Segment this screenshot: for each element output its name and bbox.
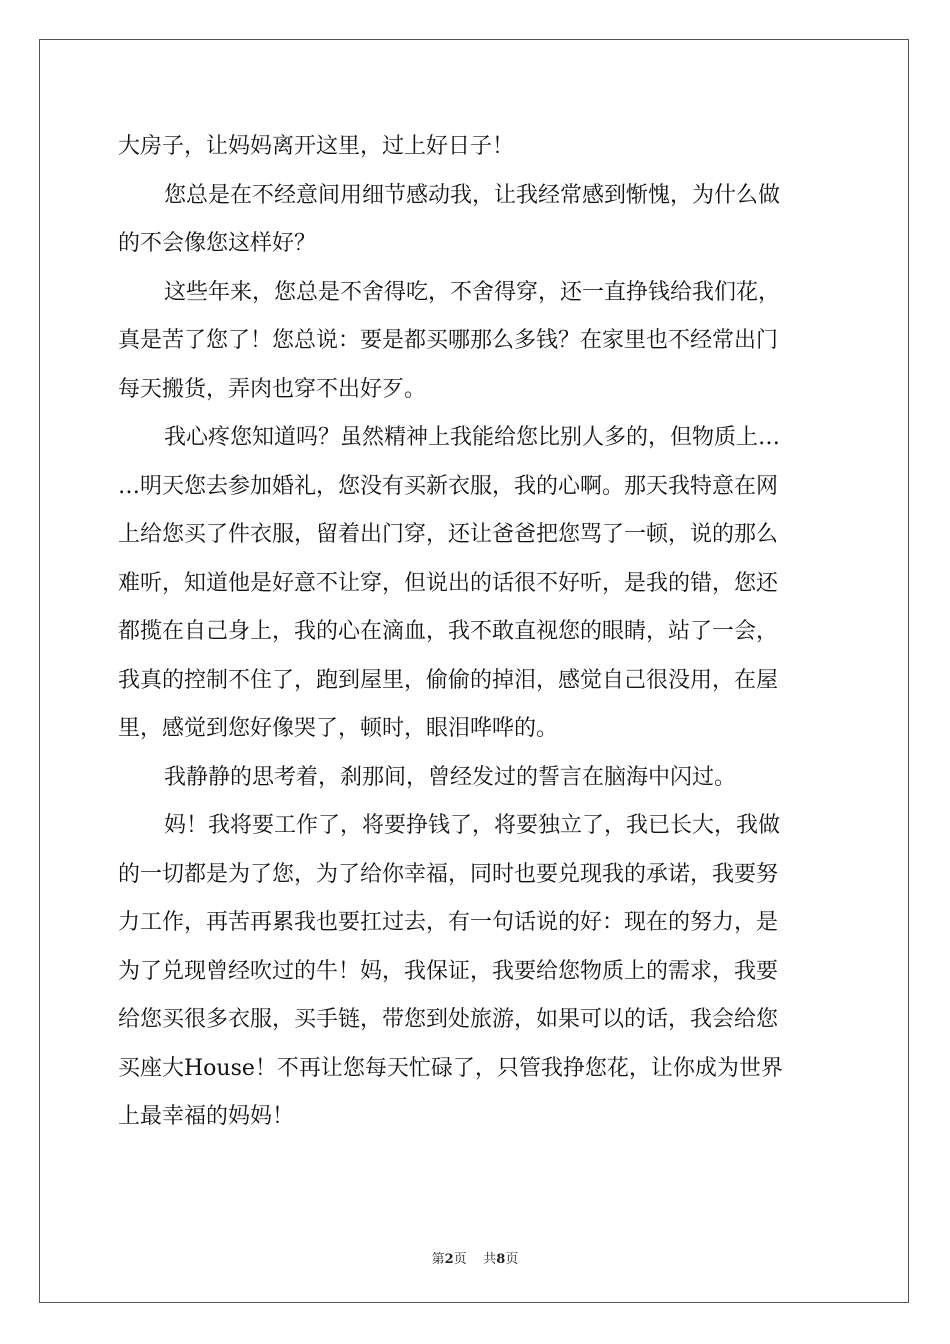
text-line: 大房子，让妈妈离开这里，过上好日子！: [118, 134, 515, 159]
text-line: 买座大House！不再让您每天忙碌了，只管我挣您花，让你成为世界: [118, 1055, 783, 1081]
text-line: 为了兑现曾经吹过的牛！妈，我保证，我要给您物质上的需求，我要: [118, 958, 779, 984]
document-body: [118, 127, 834, 1146]
text-line: 上最幸福的妈妈！: [118, 1104, 295, 1129]
total-pages-prefix: 共: [483, 1252, 497, 1267]
text-line: 我真的控制不住了，跑到屋里，偷偷的掉泪，感觉自己很没用，在屋: [118, 667, 779, 693]
text-line: …明天您去参加婚礼，您没有买新衣服，我的心啊。那天我特意在网: [118, 473, 779, 499]
text-line: 给您买很多衣服，买手链，带您到处旅游，如果可以的话，我会给您: [118, 1007, 779, 1032]
total-pages: 8: [496, 1252, 506, 1267]
total-pages-suffix: 页: [505, 1252, 519, 1267]
page-number-suffix: 页: [453, 1252, 467, 1267]
text-line: 我心疼您知道吗？虽然精神上我能给您比别人多的，但物质上…: [164, 425, 781, 450]
page-footer: [0, 1248, 950, 1267]
text-line: 每天搬货，弄肉也穿不出好歹。: [118, 376, 427, 402]
text-line: 力工作，再苦再累我也要扛过去，有一句话说的好：现在的努力，是: [118, 910, 779, 935]
text-line: 上给您买了件衣服，留着出门穿，还让爸爸把您骂了一顿，说的那么: [118, 522, 779, 547]
text-line: 您总是在不经意间用细节感动我，让我经常感到惭愧，为什么做: [164, 182, 781, 208]
page-number-prefix: 第: [431, 1252, 445, 1267]
page-number: 2: [444, 1252, 454, 1267]
text-line: 难听，知道他是好意不让穿，但说出的话很不好听，是我的错，您还: [118, 570, 779, 596]
text-line: 里，感觉到您好像哭了，顿时，眼泪哗哗的。: [118, 716, 559, 741]
text-line: 妈！我将要工作了，将要挣钱了，将要独立了，我已长大，我做: [164, 813, 781, 838]
text-line: 真是苦了您了！您总说：要是都买哪那么多钱？在家里也不经常出门: [118, 328, 779, 353]
text-line: 这些年来，您总是不舍得吃，不舍得穿，还一直挣钱给我们花，: [164, 279, 781, 305]
text-line: 我静静的思考着，刹那间，曾经发过的誓言在脑海中闪过。: [164, 764, 737, 790]
text-line: 的不会像您这样好？: [118, 231, 317, 256]
text-line: 都揽在自己身上，我的心在滴血，我不敢直视您的眼睛，站了一会，: [118, 619, 779, 644]
text-line: 的一切都是为了您，为了给你幸福，同时也要兑现我的承诺，我要努: [118, 861, 779, 887]
